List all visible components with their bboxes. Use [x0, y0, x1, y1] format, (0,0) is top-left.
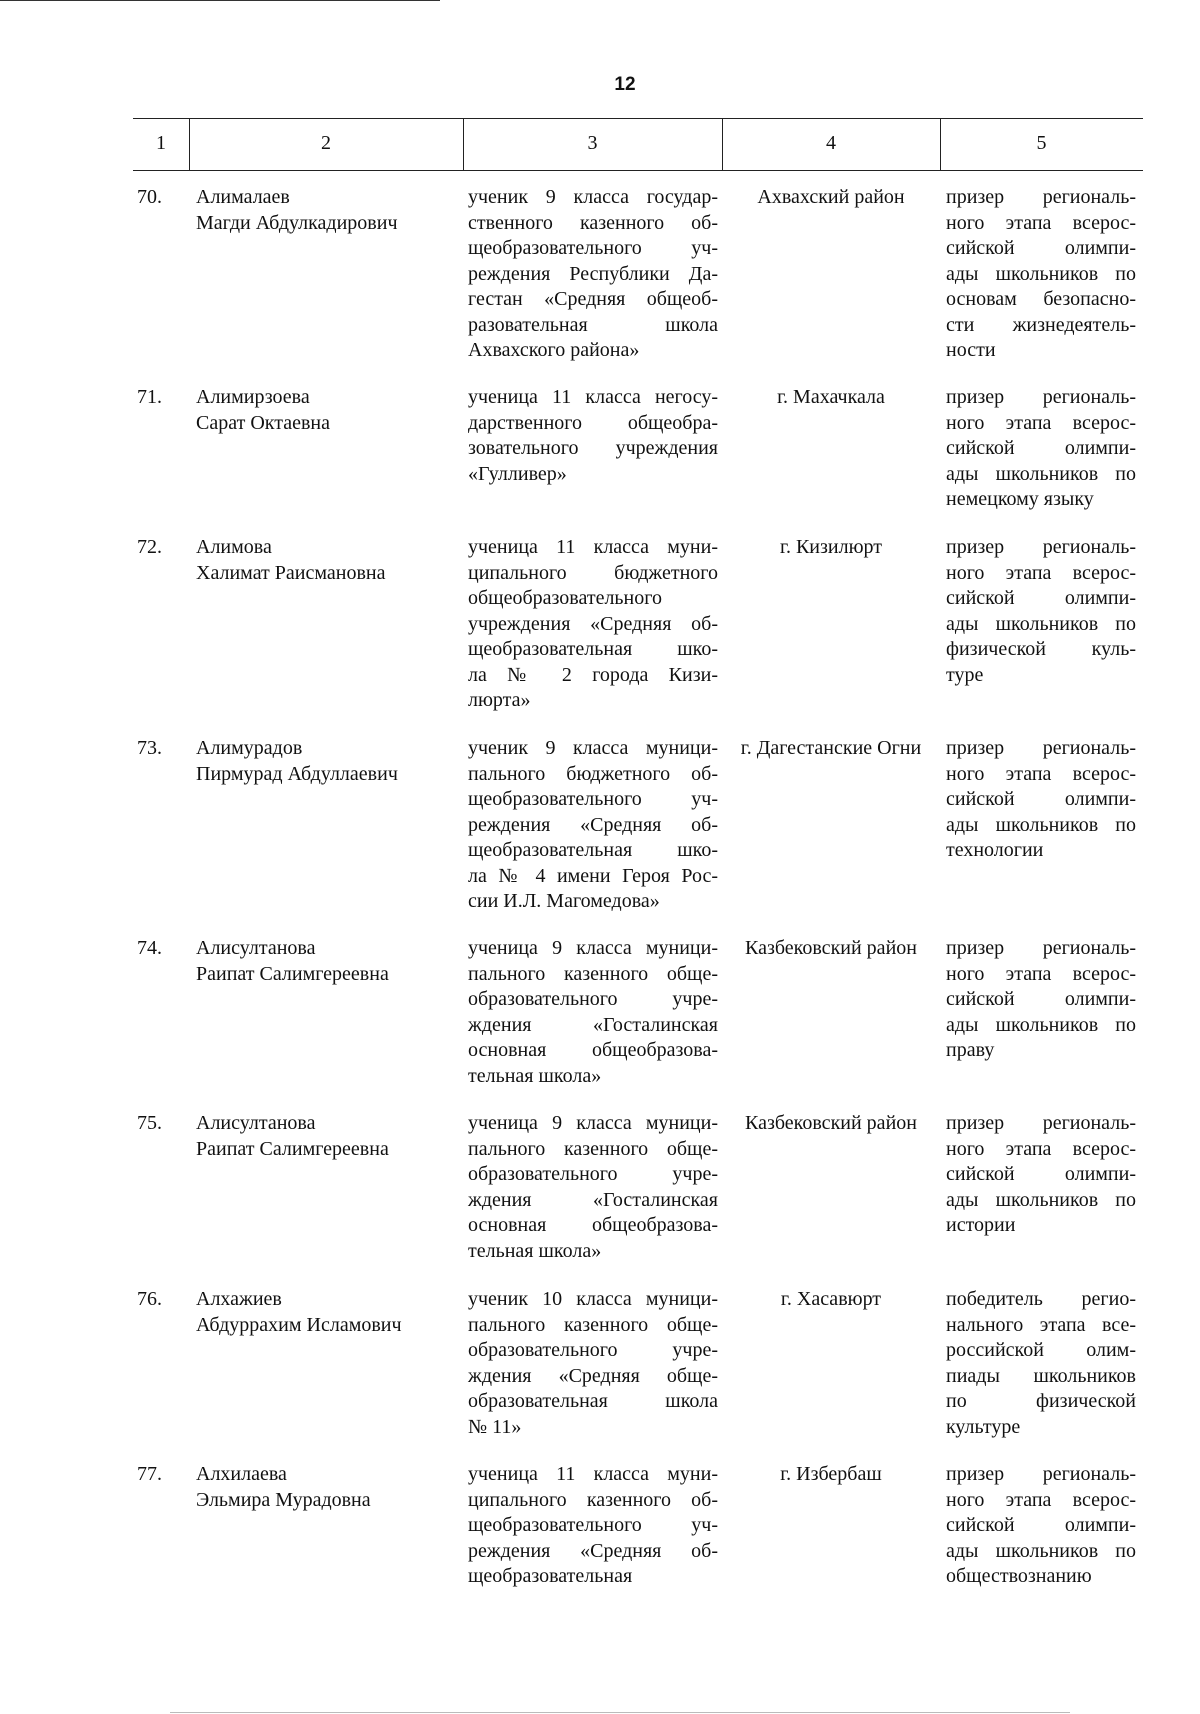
row-description-line: сии И.Л. Магомедова» [468, 890, 660, 912]
row-description-line: щеобразовательного уч- [468, 1514, 718, 1536]
row-description-line: пального казенного обще- [468, 962, 718, 985]
row-description-line: реждения «Средняя об- [468, 813, 718, 836]
row-description-line: люрта» [468, 689, 531, 711]
row-result [946, 1462, 1136, 1590]
row-name [196, 936, 456, 987]
row-description-line: щеобразовательного уч- [468, 237, 718, 259]
row-name-line: Алхилаева [196, 1463, 287, 1485]
row-result-line: по физической [946, 1390, 1136, 1412]
row-location: г. Избербаш [780, 1463, 882, 1485]
row-location: г. Дагестанские Огни [740, 737, 922, 759]
row-name-line: Алималаев [196, 186, 290, 208]
row-description-line: ждения «Госталинская [468, 1013, 718, 1036]
row-description-line: ученик 9 класса муници- [468, 737, 718, 759]
row-description-line: щеобразовательная [468, 1565, 633, 1587]
row-result-line: нального этапа все- [946, 1313, 1136, 1336]
row-name-line: Раипат Салимгереевна [196, 1137, 389, 1160]
row-result-line: призер региональ- [946, 1112, 1136, 1134]
row-result-line: российской олим- [946, 1339, 1136, 1361]
row-name [196, 1111, 456, 1162]
row-description-line: ученица 11 класса муни- [468, 536, 718, 558]
row-name [196, 535, 456, 586]
row-result-line: сийской олимпи- [946, 788, 1136, 810]
row-description-line: пального казенного обще- [468, 1313, 718, 1336]
row-result-line: основам безопасно- [946, 288, 1136, 310]
row-result-line: победитель регио- [946, 1288, 1136, 1310]
row-description-line: зовательного учреждения [468, 437, 718, 459]
row-description-line: образовательного учре- [468, 1163, 718, 1185]
row-description-line: пального бюджетного об- [468, 762, 718, 785]
row-result-line: сти жизнедеятель- [946, 313, 1136, 336]
row-name [196, 1287, 456, 1338]
row-result-line: сийской олимпи- [946, 1163, 1136, 1185]
row-result-line: призер региональ- [946, 186, 1136, 208]
row-name-line: Алисултанова [196, 1112, 316, 1134]
row-result-line: ного этапа всерос- [946, 762, 1136, 785]
row-description-line: учреждения «Средняя об- [468, 612, 718, 635]
row-name-line: Алимурадов [196, 737, 303, 759]
row-result-line: призер региональ- [946, 737, 1136, 759]
row-name-line: Магди Абдулкадирович [196, 211, 398, 234]
row-result-line: сийской олимпи- [946, 237, 1136, 259]
row-number: 71. [137, 386, 162, 408]
row-result [946, 535, 1136, 688]
row-result-line: призер региональ- [946, 1463, 1136, 1485]
row-result-line: ного этапа всерос- [946, 211, 1136, 234]
row-name [196, 185, 456, 236]
row-result [946, 385, 1136, 513]
row-description-line: ципального бюджетного [468, 561, 718, 584]
row-result [946, 936, 1136, 1064]
row-description-line: дарственного общеобра- [468, 411, 718, 434]
row-name [196, 385, 456, 436]
row-result-line: сийской олимпи- [946, 988, 1136, 1010]
row-description-line: общеобразовательного [468, 587, 662, 609]
row-result-line: ады школьников по [946, 1539, 1136, 1562]
row-description-line: образовательного учре- [468, 1339, 718, 1361]
row-result-line: праву [946, 1039, 995, 1061]
row-description-line: ждения «Средняя обще- [468, 1364, 718, 1387]
row-result-line: ады школьников по [946, 813, 1136, 836]
row-name-line: Алисултанова [196, 937, 316, 959]
row-location: г. Хасавюрт [780, 1288, 882, 1310]
row-result-line: призер региональ- [946, 536, 1136, 558]
row-location: Казбековский район [745, 937, 917, 959]
header-col-5: 5 [1036, 132, 1047, 154]
row-result-line: ады школьников по [946, 1013, 1136, 1036]
row-result [946, 736, 1136, 864]
row-result-line: ады школьников по [946, 262, 1136, 285]
row-description-line: ла № 2 города Кизи- [468, 663, 718, 686]
row-result-line: ады школьников по [946, 462, 1136, 485]
row-result-line: истории [946, 1214, 1016, 1236]
row-description-line: гестан «Средняя общеоб- [468, 288, 718, 310]
row-result-line: ады школьников по [946, 612, 1136, 635]
row-description [468, 936, 718, 1089]
row-result [946, 1287, 1136, 1440]
row-result-line: туре [946, 663, 984, 686]
row-name-line: Алимирзоева [196, 386, 310, 408]
row-result-line: ады школьников по [946, 1188, 1136, 1211]
row-description [468, 1462, 718, 1590]
row-result-line: ного этапа всерос- [946, 1137, 1136, 1160]
row-result-line: сийской олимпи- [946, 587, 1136, 609]
row-number: 75. [137, 1112, 162, 1134]
header-bottom-rule [133, 170, 1143, 171]
row-number: 74. [137, 937, 162, 959]
row-description [468, 736, 718, 915]
row-description-line: тельная школа» [468, 1239, 602, 1262]
row-description-line: щеобразовательного уч- [468, 788, 718, 810]
row-number: 76. [137, 1288, 162, 1310]
row-name [196, 1462, 456, 1513]
row-description [468, 1111, 718, 1264]
row-description-line: пального казенного обще- [468, 1137, 718, 1160]
row-description-line: щеобразовательная шко- [468, 839, 718, 861]
row-description-line: тельная школа» [468, 1064, 602, 1087]
row-result-line: ности [946, 339, 996, 361]
row-name-line: Абдуррахим Исламович [196, 1313, 402, 1336]
row-result-line: физической куль- [946, 638, 1136, 660]
row-result-line: ного этапа всерос- [946, 561, 1136, 584]
header-col-2: 2 [321, 132, 331, 154]
row-result-line: пиады школьников [946, 1364, 1136, 1387]
row-result-line: призер региональ- [946, 937, 1136, 959]
row-description-line: ждения «Госталинская [468, 1188, 718, 1211]
row-description [468, 1287, 718, 1440]
row-name-line: Алимова [196, 536, 272, 558]
row-result-line: культуре [946, 1415, 1021, 1438]
row-description-line: ученица 11 класса муни- [468, 1463, 718, 1485]
row-location: Ахвахский район [757, 186, 905, 208]
row-description-line: разовательная школа [468, 313, 718, 336]
row-description-line: Ахвахского района» [468, 339, 640, 361]
scan-edge-mark [0, 0, 440, 1]
header-col-4: 4 [826, 132, 836, 154]
row-description-line: ученица 9 класса муници- [468, 1112, 718, 1134]
header-top-rule [133, 118, 1143, 119]
row-description-line: ученица 9 класса муници- [468, 937, 718, 959]
row-result-line: обществознанию [946, 1565, 1092, 1587]
row-result-line: ного этапа всерос- [946, 411, 1136, 434]
row-number: 77. [137, 1463, 162, 1485]
row-result-line: призер региональ- [946, 386, 1136, 408]
row-description-line: ученик 9 класса государ- [468, 186, 718, 208]
row-description-line: образовательного учре- [468, 988, 718, 1010]
row-result-line: ного этапа всерос- [946, 962, 1136, 985]
row-description [468, 385, 718, 487]
row-description-line: основная общеобразова- [468, 1039, 718, 1061]
row-description-line: щеобразовательная шко- [468, 638, 718, 660]
row-result-line: немецкому языку [946, 488, 1094, 510]
row-description-line: «Гулливер» [468, 462, 567, 485]
row-name [196, 736, 456, 787]
row-location: г. Кизилюрт [780, 536, 882, 558]
row-number: 73. [137, 737, 162, 759]
page-number: 12 [614, 74, 636, 95]
row-name-line: Эльмира Мурадовна [196, 1488, 371, 1511]
row-result-line: технологии [946, 839, 1044, 861]
row-description-line: реждения Республики Да- [468, 262, 718, 285]
row-number: 70. [137, 186, 162, 208]
row-name-line: Халимат Раисмановна [196, 561, 386, 584]
row-description-line: ственного казенного об- [468, 211, 718, 234]
row-description-line: ученица 11 класса негосу- [468, 386, 718, 408]
row-name-line: Алхажиев [196, 1288, 282, 1310]
row-result-line: сийской олимпи- [946, 1514, 1136, 1536]
row-description-line: реждения «Средняя об- [468, 1539, 718, 1562]
row-result [946, 185, 1136, 364]
row-location: г. Махачкала [777, 386, 885, 408]
row-description-line: ципального казенного об- [468, 1488, 718, 1511]
header-col-1: 1 [156, 132, 166, 154]
row-name-line: Раипат Салимгереевна [196, 962, 389, 985]
row-description [468, 185, 718, 364]
row-number: 72. [137, 536, 162, 558]
row-description-line: ученик 10 класса муници- [468, 1288, 718, 1310]
header-col-3: 3 [587, 132, 598, 154]
scan-edge-mark [170, 1712, 1070, 1713]
row-description [468, 535, 718, 714]
row-description-line: основная общеобразова- [468, 1214, 718, 1236]
row-result [946, 1111, 1136, 1239]
row-description-line: образовательная школа [468, 1390, 718, 1412]
row-location: Казбековский район [745, 1112, 917, 1134]
row-result-line: ного этапа всерос- [946, 1488, 1136, 1511]
row-name-line: Сарат Октаевна [196, 411, 330, 434]
row-result-line: сийской олимпи- [946, 437, 1136, 459]
row-description-line: № 11» [468, 1415, 522, 1438]
row-description-line: ла № 4 имени Героя Рос- [468, 864, 718, 887]
row-name-line: Пирмурад Абдуллаевич [196, 762, 398, 785]
